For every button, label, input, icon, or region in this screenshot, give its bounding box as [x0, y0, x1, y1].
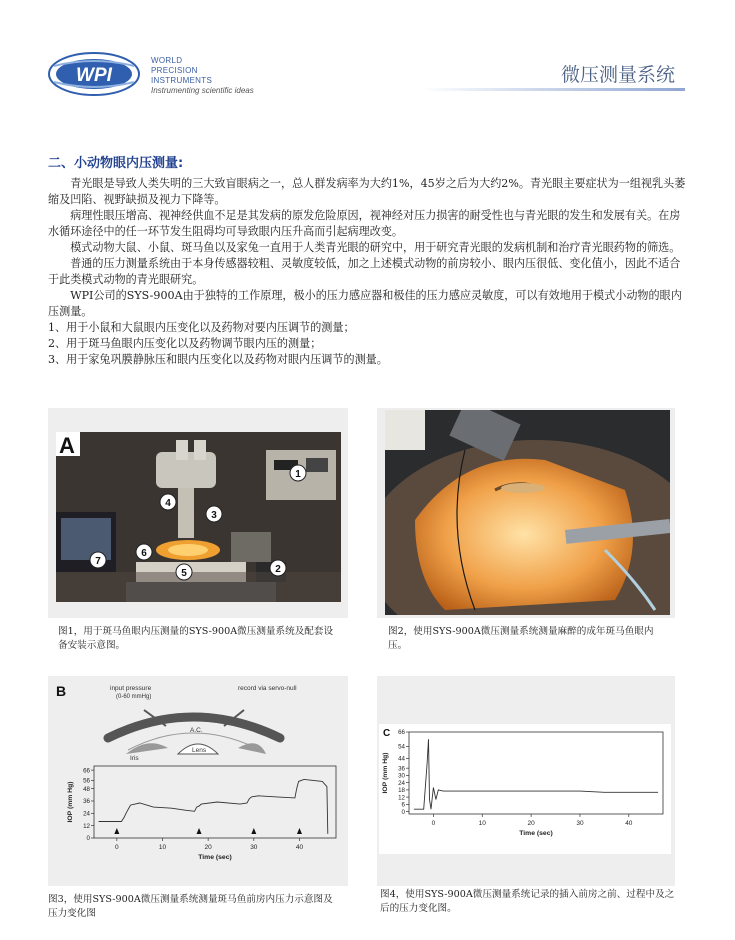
label-iris: Iris [130, 755, 139, 762]
y-tick-label: 0 [86, 835, 90, 843]
event-arrow [197, 828, 202, 834]
y-tick-label: 56 [83, 777, 90, 785]
label-input-range: (0-60 mmHg) [116, 694, 152, 700]
event-arrow [251, 828, 256, 834]
paragraph-1: 青光眼是导致人类失明的三大致盲眼病之一，总人群发病率为大约1%，45岁之后为大约2%。青光眼主要症状为一组视乳头萎缩及凹陷、视野缺损及视力下降等。 [48, 177, 686, 206]
x-axis-label: Time (sec) [198, 854, 232, 861]
section-title: 二、小动物眼内压测量: [48, 156, 184, 171]
x-tick-label: 20 [204, 844, 212, 851]
figure-1-panel-letter: A [59, 433, 75, 458]
y-tick-label: 24 [83, 810, 90, 818]
y-tick-label: 12 [398, 794, 405, 802]
brand-tagline: Instrumenting scientific ideas [151, 86, 254, 95]
y-tick-label: 0 [401, 808, 405, 816]
label-record: record via servo-null [238, 685, 297, 692]
y-axis-label: IOP (mm Hg) [382, 752, 389, 794]
x-tick-label: 40 [295, 844, 304, 851]
y-tick-label: 6 [401, 801, 405, 809]
paragraph-4: 普通的压力测量系统由于本身传感器较粗、灵敏度较低，加之上述模式动物的前房较小、眼内压很低、变化值小，因此不适合于此类模式动物的青光眼研究。 [48, 257, 681, 286]
figure-4-caption: 图4，使用SYS-900A微压测量系统记录的插入前房之前、过程中及之后的压力变化图。 [380, 889, 675, 914]
x-tick-label: 10 [478, 820, 486, 827]
figure-1-caption: 图1，用于斑马鱼眼内压测量的SYS-900A微压测量系统及配套设备安装示意图。 [58, 626, 334, 651]
x-tick-label: 40 [625, 820, 633, 827]
event-arrow [297, 828, 302, 834]
y-tick-label: 30 [398, 772, 405, 780]
figure-2-panel [377, 408, 675, 618]
x-tick-label: 20 [527, 820, 535, 827]
y-tick-label: 66 [83, 767, 90, 775]
x-tick-label: 30 [576, 820, 584, 827]
brand-line-2: PRECISION [151, 66, 198, 75]
figure-1-photo [56, 432, 341, 602]
page-header [0, 0, 735, 110]
figure-4-panel [377, 676, 675, 886]
y-tick-label: 54 [398, 743, 405, 751]
paragraph-3: 模式动物大鼠、小鼠、斑马鱼以及家兔一直用于人类青光眼的研究中，用于研究青光眼的发病机制和治疗青光眼药物的筛选。 [70, 241, 681, 254]
wpi-logo [48, 52, 140, 96]
x-tick-label: 30 [250, 844, 258, 851]
figure-3-panel-letter: B [56, 683, 67, 699]
paragraph-5: WPI公司的SYS-900A由于独特的工作原理，极小的压力感应器和极佳的压力感应灵敏度，可以有效地用于模式小动物的眼内压测量。 [48, 289, 682, 318]
header-title: 微压测量系统 [560, 64, 675, 86]
figure-3-plot-area [67, 766, 336, 861]
brand-line-1: WORLD [151, 56, 183, 65]
y-tick-label: 44 [398, 755, 405, 763]
marker-1: 1 [295, 469, 301, 480]
brand-block [151, 56, 254, 96]
paragraph-2: 病理性眼压增高、视神经供血不足是其发病的原发危险原因，视神经对压力损害的耐受性也与青光眼的发生和发展有关。在房水循环途径中的任一环节发生阻碍均可导致眼内压升高而引起病理改变。 [48, 209, 681, 238]
event-arrow [114, 828, 119, 834]
marker-5: 5 [181, 568, 187, 579]
figure-3-caption: 图3，使用SYS-900A微压测量系统测量斑马鱼前房内压力示意图及压力变化图 [48, 894, 333, 919]
eye-iris-shape [126, 743, 168, 754]
figure-3-panel [48, 676, 348, 886]
y-tick-label: 18 [398, 787, 405, 795]
label-input-pressure: input pressure [110, 685, 152, 692]
marker-6: 6 [141, 548, 147, 559]
x-tick-label: 10 [158, 844, 167, 851]
figure-1-panel [48, 408, 348, 618]
y-tick-label: 48 [83, 785, 90, 793]
y-axis-label: IOP (mm Hg) [67, 781, 74, 823]
figure-2-photo [385, 410, 670, 615]
marker-3: 3 [211, 510, 217, 521]
y-tick-label: 24 [398, 779, 405, 787]
list-item-3: 3、用于家兔巩膜静脉压和眼内压变化以及药物对眼内压调节的测量。 [48, 353, 388, 366]
logo-text: WPI [76, 65, 112, 86]
figure-3-chart [48, 676, 348, 886]
series-line-iop [99, 779, 328, 834]
marker-7: 7 [95, 556, 101, 567]
label-ac: A.C. [190, 727, 203, 734]
marker-2: 2 [275, 564, 281, 575]
x-tick-label: 0 [431, 820, 436, 827]
marker-4: 4 [165, 498, 171, 509]
label-lens: Lens [192, 747, 207, 754]
x-axis-label: Time (sec) [519, 830, 553, 837]
y-tick-label: 36 [83, 798, 90, 806]
figure-4-panel-letter: C [383, 728, 391, 739]
figure-2-caption: 图2，使用SYS-900A微压测量系统测量麻醉的成年斑马鱼眼内压。 [388, 626, 654, 651]
header-divider [420, 88, 685, 91]
y-tick-label: 36 [398, 765, 405, 773]
y-tick-label: 66 [398, 729, 405, 737]
x-tick-label: 0 [115, 844, 119, 851]
list-item-1: 1、用于小鼠和大鼠眼内压变化以及药物对要内压调节的测量； [48, 321, 355, 334]
list-item-2: 2、用于斑马鱼眼内压变化以及药物调节眼内压的测量； [48, 337, 322, 350]
y-tick-label: 12 [83, 822, 90, 830]
brand-line-3: INSTRUMENTS [151, 76, 213, 85]
figure-4-chart [377, 676, 675, 886]
eye-iris-right [238, 743, 266, 754]
body-text [48, 176, 688, 368]
